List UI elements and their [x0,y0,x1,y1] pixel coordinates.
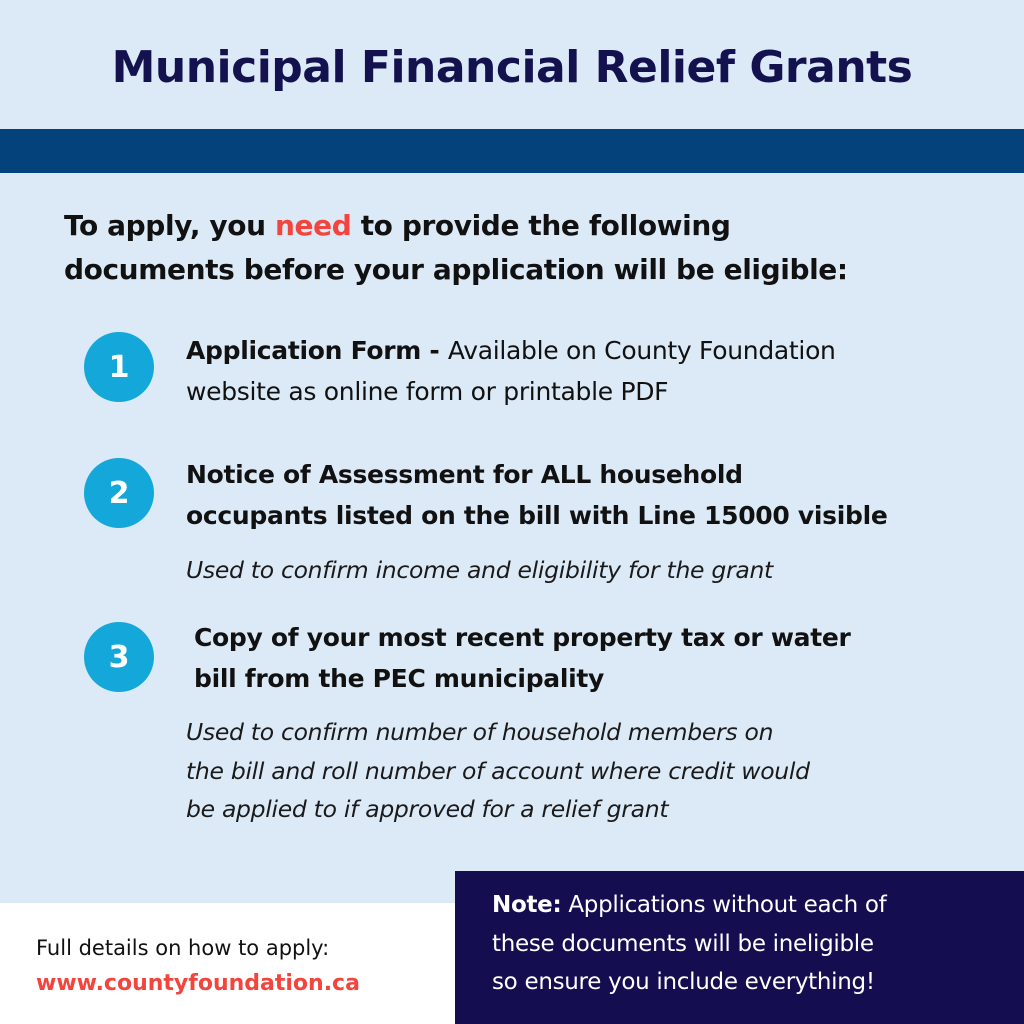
step-2-heading: Notice of Assessment for ALL household occupants listed on the bill with Line 15000 visible [186,460,888,530]
step-1-text: Application Form - Available on County Foundation website as online form or printable PDF [186,336,836,406]
intro-text [64,204,964,292]
note-label: Note: [492,892,562,918]
details-text [36,930,360,1002]
need-highlight: need [274,209,352,242]
website-link[interactable]: www.countyfoundation.ca [36,971,360,996]
page-title: Municipal Financial Relief Grants [111,42,913,93]
step-3-note: Used to confirm number of household members on the bill and roll number of account where credit would be applied to if approved for a relief grant [186,718,810,823]
step-3-number-badge: 3 [84,622,154,692]
details-label: Full details on how to apply: [36,936,330,960]
step-3-heading: Copy of your most recent property tax or water bill from the PEC municipality [194,623,851,693]
header-band [0,129,1024,173]
step-2-note: Used to confirm income and eligibility for the grant [186,556,773,584]
intro-line-2: documents before your application will be eligible: [64,253,848,286]
intro-line-1: To apply, you need to provide the following [64,209,731,242]
step-1-number-badge: 1 [84,332,154,402]
step-2-number-badge: 2 [84,458,154,528]
note-text: Note: Applications without each of these documents will be ineligible so ensure you include everything! [492,892,887,995]
step-1-heading: Application Form - [186,336,448,365]
